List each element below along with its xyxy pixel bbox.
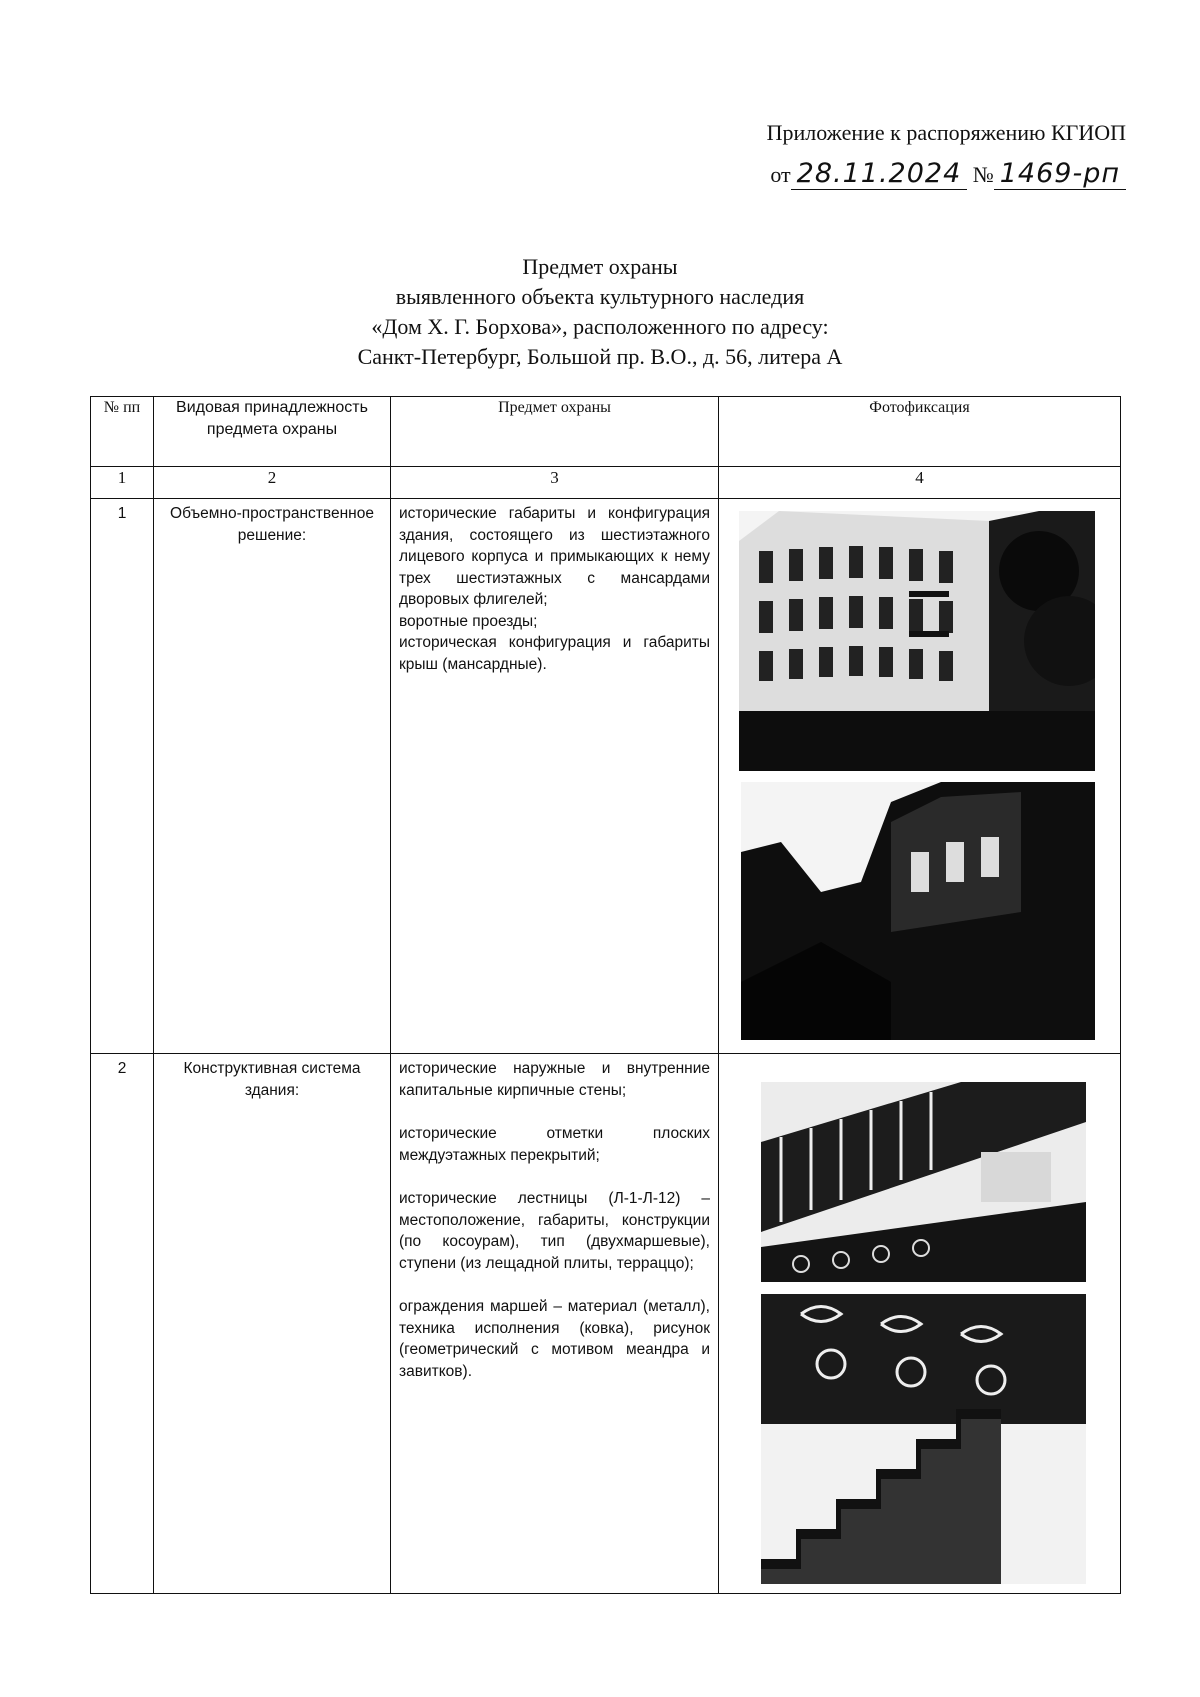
column-number-row	[91, 467, 1121, 499]
title-line-4: Санкт-Петербург, Большой пр. В.О., д. 56, литера А	[357, 344, 843, 369]
header-photo: Фотофиксация	[719, 397, 1121, 467]
number-sign: №	[972, 162, 994, 187]
description-item: историческая конфигурация и габариты крыш (мансардные).	[399, 634, 710, 673]
col-number: 4	[719, 467, 1121, 499]
title-line-2: выявленного объекта культурного наследия	[395, 284, 805, 309]
table-row	[91, 499, 1121, 1054]
order-reference	[706, 154, 1126, 195]
document-header	[706, 118, 1126, 195]
document-title	[0, 252, 1200, 372]
facade-photo	[739, 511, 1095, 771]
row-number: 2	[91, 1054, 154, 1594]
row-number: 1	[91, 499, 154, 1054]
railing-photo	[761, 1294, 1086, 1584]
table-header-row	[91, 397, 1121, 467]
title-line-1: Предмет охраны	[522, 254, 678, 279]
col-number: 1	[91, 467, 154, 499]
description-item: исторические наружные и внутренние капитальные кирпичные стены;	[399, 1060, 710, 1099]
ot-label: от	[770, 162, 791, 187]
col-number: 2	[154, 467, 391, 499]
title-line-3: «Дом Х. Г. Борхова», расположенного по адресу:	[371, 314, 829, 339]
protection-subject-table	[90, 396, 1121, 1594]
row-description	[391, 499, 719, 1054]
description-item: исторические габариты и конфигурация здания, состоящего из шестиэтажного лицевого корпуса и примыкающих к нему трех шестиэтажных с мансардами дворовых флигелей;	[399, 505, 710, 608]
table-row	[91, 1054, 1121, 1594]
staircase-photo	[761, 1082, 1086, 1282]
photo-cell	[719, 499, 1121, 1054]
description-item: воротные проезды;	[399, 612, 538, 630]
description-item: ограждения маршей – материал (металл), техника исполнения (ковка), рисунок (геометрический с мотивом меандра и завитков).	[399, 1298, 710, 1380]
header-num: № пп	[91, 397, 154, 467]
photo-cell	[719, 1054, 1121, 1594]
appendix-caption: Приложение к распоряжению КГИОП	[766, 120, 1126, 145]
order-date: 28.11.2024	[791, 158, 968, 190]
row-type: Конструктивная система здания:	[154, 1054, 391, 1594]
row-description	[391, 1054, 719, 1594]
row-type: Объемно-пространственное решение:	[154, 499, 391, 1054]
header-subject: Предмет охраны	[391, 397, 719, 467]
description-item: исторические отметки плоских междуэтажных перекрытий;	[399, 1125, 710, 1164]
description-item: исторические лестницы (Л-1-Л-12) – местоположение, габариты, конструкции (по косоурам), тип (двухмаршевые), ступени (из лещадной плиты, терраццо);	[399, 1190, 710, 1272]
roof-photo	[741, 782, 1095, 1040]
col-number: 3	[391, 467, 719, 499]
order-number: 1469-рп	[994, 158, 1126, 190]
header-type: Видовая принадлежность предмета охраны	[154, 397, 391, 467]
